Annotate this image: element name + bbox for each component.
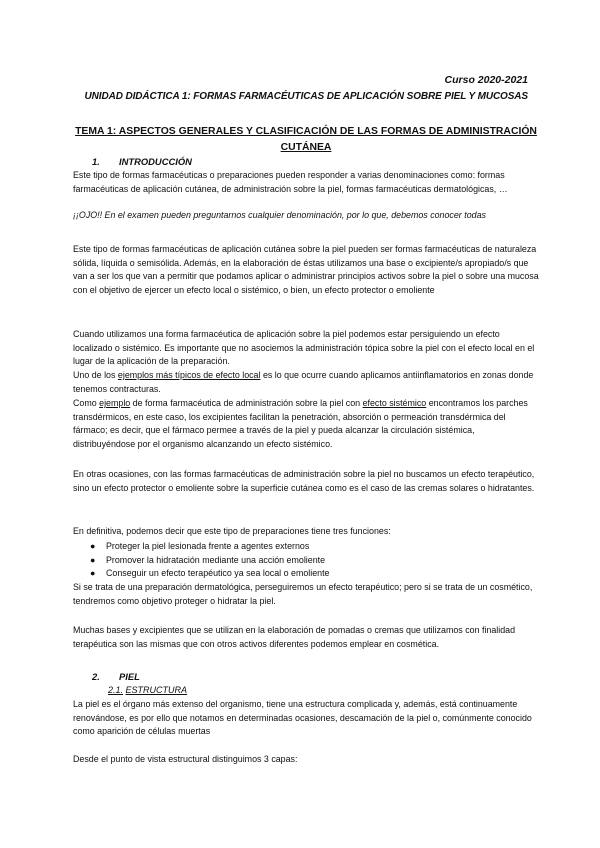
section-title: INTRODUCCIÓN [119, 156, 192, 167]
paragraph-bases-excipientes: Muchas bases y excipientes que se utilizan en la elaboración de pomadas o cremas que utilizamos con finalidad terapéutica son las mismas que con otros activos diferentes podemos emplear en cosmética. [73, 625, 516, 649]
subsection-title: ESTRUCTURA [125, 685, 188, 695]
paragraph-efecto-sistemico [73, 397, 539, 451]
underlined-ejemplo: ejemplo [99, 398, 131, 408]
text-segment: es lo que ocurre cuando aplicamos antiinflamatorios en zonas donde tenemos contracturas. [73, 370, 534, 394]
list-item-text: Conseguir un efecto terapéutico ya sea local o emoliente [106, 568, 330, 579]
subsection-number: 2.1. [108, 685, 124, 695]
section-heading-introduccion [92, 155, 192, 169]
functions-list [73, 540, 539, 581]
paragraph-naturaleza: Este tipo de formas farmacéuticas de aplicación cutánea sobre la piel pueden ser formas farmacéuticas de naturaleza sólida, líquida o semisólida. Además, en la elaboración de éstas utilizamos una base o excipiente/s apropiado/s que van a ser los que van a permitir que podamos aplicar o administrar principios activos sobre la piel o sobre una mucosa con el objetivo de ejercer un efecto local o sistémico, o bien, un efecto protector o emoliente [73, 244, 539, 295]
topic-title-line1: TEMA 1: ASPECTOS GENERALES Y CLASIFICACIÓN DE LAS FORMAS DE ADMINISTRACIÓN [75, 126, 537, 137]
paragraph-denominaciones: Este tipo de formas farmacéuticas o preparaciones pueden responder a varias denominaciones como: formas farmacéuticas de aplicación cutánea, de administración sobre la piel, formas farmacéuticas dermatológicas, … [73, 170, 508, 194]
topic-title [73, 124, 539, 155]
paragraph-efecto-localizado: Cuando utilizamos una forma farmacéutica de aplicación sobre la piel podemos estar persiguiendo un efecto localizado o sistémico. Es importante que no asociemos la administración tópica sobre la piel con el efecto local en el lugar de la aplicación de la preparación. [73, 329, 535, 367]
topic-title-line2: CUTÁNEA [280, 141, 332, 153]
paragraph-funciones: En definitiva, podemos decir que este tipo de preparaciones tiene tres funciones: [73, 526, 391, 536]
bullet-icon: ● [90, 541, 96, 551]
bullet-icon: ● [90, 568, 96, 579]
paragraph-piel-organo: La piel es el órgano más extenso del organismo, tiene una estructura complicada y, además, está continuamente renovándose, es por ello que notamos en determinadas ocasiones, descamación de la piel o, comúnmente conocido como aparición de células muertas [73, 699, 532, 737]
list-item [73, 540, 539, 554]
exam-note: ¡¡OJO!! En el examen pueden preguntarnos cualquier denominación, por lo que, debemos conocer todas [73, 210, 486, 220]
course-label: Curso 2020-2021 [444, 74, 528, 86]
subsection-heading-estructura [108, 684, 187, 698]
paragraph-dermatologica-cosmetico: Si se trata de una preparación dermatológica, perseguiremos un efecto terapéutico; pero si se trata de un cosmético, tendremos como objetivo proteger o hidratar la piel. [73, 582, 533, 606]
list-item [73, 567, 539, 581]
text-segment: encontramos los parches transdérmicos, en este caso, los excipientes facilitan la penetración, absorción o permeación transdérmica del fármaco; es decir, que el fármaco permee a través de la piel y pueda alcanzar la circulación sistémica, distribuyéndose por el organismo alcanzando un efecto sistémico. [73, 398, 528, 449]
section-number: 2. [92, 671, 100, 682]
section-heading-piel [92, 670, 140, 684]
list-item [73, 554, 539, 568]
section-title: PIEL [119, 671, 140, 682]
text-segment: de forma farmacéutica de administración sobre la piel con [130, 398, 363, 408]
list-item-text: Proteger la piel lesionada frente a agentes externos [106, 541, 310, 551]
paragraph-efecto-local [73, 369, 539, 396]
unit-title: UNIDAD DIDÁCTICA 1: FORMAS FARMACÉUTICAS DE APLICACIÓN SOBRE PIEL Y MUCOSAS [84, 91, 528, 102]
underlined-efecto-sistemico: efecto sistémico [362, 398, 427, 408]
text-segment: Uno de los [73, 370, 118, 380]
paragraph-capas: Desde el punto de vista estructural distinguimos 3 capas: [73, 754, 298, 764]
list-item-text: Promover la hidratación mediante una acción emoliente [106, 554, 326, 565]
section-number: 1. [92, 156, 100, 167]
paragraph-efecto-protector: En otras ocasiones, con las formas farmacéuticas de administración sobre la piel no buscamos un efecto terapéutico, sino un efecto protector o emoliente sobre la superficie cutánea como es el caso de las cremas solares o hidratantes. [73, 469, 535, 493]
bullet-icon: ● [90, 554, 96, 565]
underlined-example-local: ejemplos más típicos de efecto local [117, 370, 261, 380]
text-segment: Como [73, 398, 100, 408]
